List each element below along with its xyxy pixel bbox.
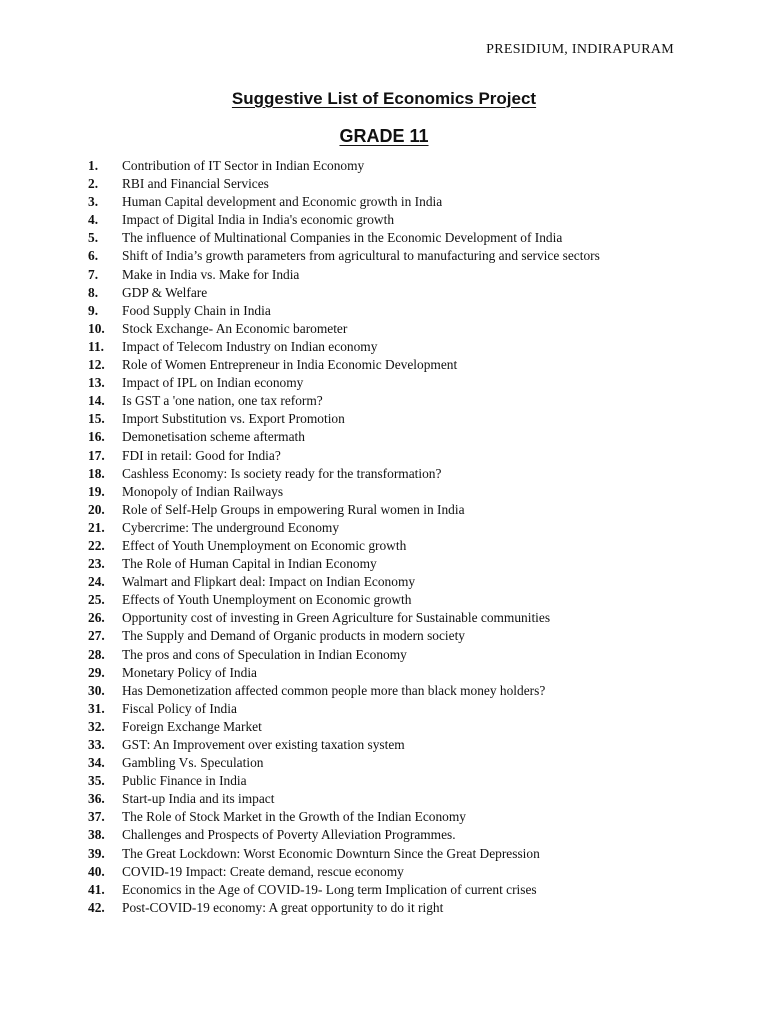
list-item-text: Public Finance in India	[122, 773, 247, 789]
list-item	[88, 284, 648, 302]
list-item-text: Human Capital development and Economic growth in India	[122, 194, 443, 210]
list-item-number: 29.	[88, 664, 105, 680]
list-item-number: 11.	[88, 338, 104, 354]
list-item-number: 21.	[88, 519, 105, 535]
list-item	[88, 229, 648, 247]
list-item	[88, 881, 648, 899]
list-item-number: 24.	[88, 574, 105, 590]
list-item-text: Role of Women Entrepreneur in India Economic Development	[122, 357, 458, 373]
list-item	[88, 519, 648, 537]
list-item-number: 3.	[88, 194, 99, 210]
list-item-text: Start-up India and its impact	[122, 791, 275, 807]
list-item-number: 13.	[88, 375, 105, 391]
list-item-number: 2.	[88, 176, 99, 192]
list-item	[88, 718, 648, 736]
list-item	[88, 700, 648, 718]
list-item-number: 22.	[88, 537, 105, 553]
list-item	[88, 501, 648, 519]
list-item-number: 31.	[88, 700, 105, 716]
list-item	[88, 428, 648, 446]
list-item	[88, 790, 648, 808]
list-item-number: 27.	[88, 628, 105, 644]
list-item	[88, 826, 648, 844]
list-item	[88, 664, 648, 682]
list-item-number: 30.	[88, 682, 105, 698]
list-item	[88, 302, 648, 320]
list-item-number: 1.	[88, 158, 99, 173]
list-item-number: 33.	[88, 737, 105, 752]
list-item	[88, 863, 648, 881]
list-item-number: 8.	[88, 284, 99, 300]
list-item	[88, 465, 648, 483]
list-item-number: 19.	[88, 483, 105, 499]
list-item-number: 42.	[88, 899, 105, 915]
list-item-number: 15.	[88, 411, 105, 427]
project-topic-list	[88, 157, 648, 917]
list-item-text: Demonetisation scheme aftermath	[122, 429, 305, 445]
list-item-number: 35.	[88, 773, 105, 789]
list-item-text: Impact of IPL on Indian economy	[122, 375, 304, 391]
list-item-text: Impact of Digital India in India's economic growth	[122, 212, 395, 228]
list-item-number: 23.	[88, 556, 105, 572]
list-item	[88, 591, 648, 609]
list-item	[88, 320, 648, 338]
list-item-text: Cybercrime: The underground Economy	[122, 519, 340, 535]
list-item-text: Effects of Youth Unemployment on Economic growth	[122, 592, 412, 608]
list-item-text: FDI in retail: Good for India?	[122, 447, 281, 463]
list-item	[88, 772, 648, 790]
document-title: Suggestive List of Economics Project	[231, 89, 537, 108]
list-item-text: Is GST a 'one nation, one tax reform?	[122, 393, 323, 409]
list-item-text: Effect of Youth Unemployment on Economic growth	[122, 537, 407, 553]
list-item-text: Shift of India’s growth parameters from agricultural to manufacturing and service sectors	[122, 248, 600, 264]
list-item-text: Impact of Telecom Industry on Indian economy	[122, 338, 378, 354]
list-item-text: The Great Lockdown: Worst Economic Downturn Since the Great Depression	[122, 845, 540, 861]
list-item-text: The Role of Stock Market in the Growth of the Indian Economy	[122, 809, 466, 825]
list-item-number: 26.	[88, 610, 105, 626]
list-item-text: Walmart and Flipkart deal: Impact on Indian Economy	[122, 574, 416, 590]
list-item	[88, 266, 648, 284]
list-item	[88, 175, 648, 193]
list-item-number: 4.	[88, 212, 99, 228]
list-item	[88, 736, 648, 754]
list-item	[88, 338, 648, 356]
list-item-number: 41.	[88, 881, 105, 897]
list-item-text: Gambling Vs. Speculation	[122, 755, 264, 771]
list-item-number: 14.	[88, 393, 105, 409]
grade-heading: GRADE 11	[339, 126, 429, 146]
list-item-number: 36.	[88, 791, 105, 807]
list-item-number: 16.	[88, 429, 105, 445]
list-item-text: Food Supply Chain in India	[122, 302, 271, 318]
list-item-text: The pros and cons of Speculation in Indian Economy	[122, 646, 407, 662]
list-item-number: 40.	[88, 863, 105, 879]
list-item	[88, 609, 648, 627]
list-item-text: The Role of Human Capital in Indian Economy	[122, 556, 377, 572]
list-item	[88, 555, 648, 573]
list-item-number: 18.	[88, 465, 105, 481]
list-item-text: Has Demonetization affected common people more than black money holders?	[122, 682, 546, 698]
list-item	[88, 627, 648, 645]
list-item	[88, 754, 648, 772]
list-item-number: 32.	[88, 718, 105, 734]
list-item	[88, 392, 648, 410]
list-item-number: 6.	[88, 248, 99, 264]
list-item-number: 34.	[88, 755, 105, 771]
list-item	[88, 247, 648, 265]
list-item-number: 38.	[88, 827, 105, 843]
list-item-number: 37.	[88, 809, 105, 825]
list-item	[88, 845, 648, 863]
list-item	[88, 537, 648, 555]
list-item-number: 25.	[88, 592, 105, 608]
list-item-number: 9.	[88, 302, 99, 318]
list-item-number: 5.	[88, 230, 99, 246]
list-item-text: Post-COVID-19 economy: A great opportunity to do it right	[122, 899, 444, 915]
list-item-number: 12.	[88, 357, 105, 373]
list-item-text: Challenges and Prospects of Poverty Alleviation Programmes.	[122, 827, 456, 843]
list-item	[88, 211, 648, 229]
list-item	[88, 808, 648, 826]
list-item-text: Opportunity cost of investing in Green Agriculture for Sustainable communities	[122, 610, 551, 626]
list-item-text: COVID-19 Impact: Create demand, rescue economy	[122, 863, 404, 879]
school-header: PRESIDIUM, INDIRAPURAM	[486, 42, 674, 57]
list-item-number: 7.	[88, 266, 99, 282]
list-item-text: GDP & Welfare	[122, 284, 208, 300]
list-item	[88, 157, 648, 175]
list-item-text: Make in India vs. Make for India	[122, 266, 300, 282]
list-item	[88, 193, 648, 211]
list-item	[88, 356, 648, 374]
list-item	[88, 646, 648, 664]
list-item	[88, 899, 648, 917]
list-item-number: 39.	[88, 845, 105, 861]
list-item-text: RBI and Financial Services	[122, 176, 269, 192]
list-item	[88, 447, 648, 465]
list-item-number: 28.	[88, 646, 105, 662]
list-item-number: 17.	[88, 447, 105, 463]
list-item-text: Import Substitution vs. Export Promotion	[122, 411, 345, 427]
list-item-text: Economics in the Age of COVID-19- Long term Implication of current crises	[122, 881, 537, 897]
list-item-number: 10.	[88, 320, 105, 336]
list-item-text: The influence of Multinational Companies in the Economic Development of India	[122, 230, 563, 246]
list-item-text: Monopoly of Indian Railways	[122, 483, 284, 499]
list-item	[88, 573, 648, 591]
list-item	[88, 682, 648, 700]
list-item-text: Fiscal Policy of India	[122, 700, 237, 716]
list-item-text: Stock Exchange- An Economic barometer	[122, 320, 348, 336]
list-item	[88, 483, 648, 501]
list-item-text: Monetary Policy of India	[122, 664, 257, 680]
list-item	[88, 374, 648, 392]
list-item-text: Role of Self-Help Groups in empowering Rural women in India	[122, 501, 465, 517]
list-item-text: Contribution of IT Sector in Indian Economy	[122, 158, 365, 173]
list-item-number: 20.	[88, 501, 105, 517]
list-item	[88, 410, 648, 428]
list-item-text: Foreign Exchange Market	[122, 718, 262, 734]
list-item-text: Cashless Economy: Is society ready for the transformation?	[122, 465, 442, 481]
list-item-text: The Supply and Demand of Organic products in modern society	[122, 628, 465, 644]
list-item-text: GST: An Improvement over existing taxation system	[122, 737, 405, 752]
